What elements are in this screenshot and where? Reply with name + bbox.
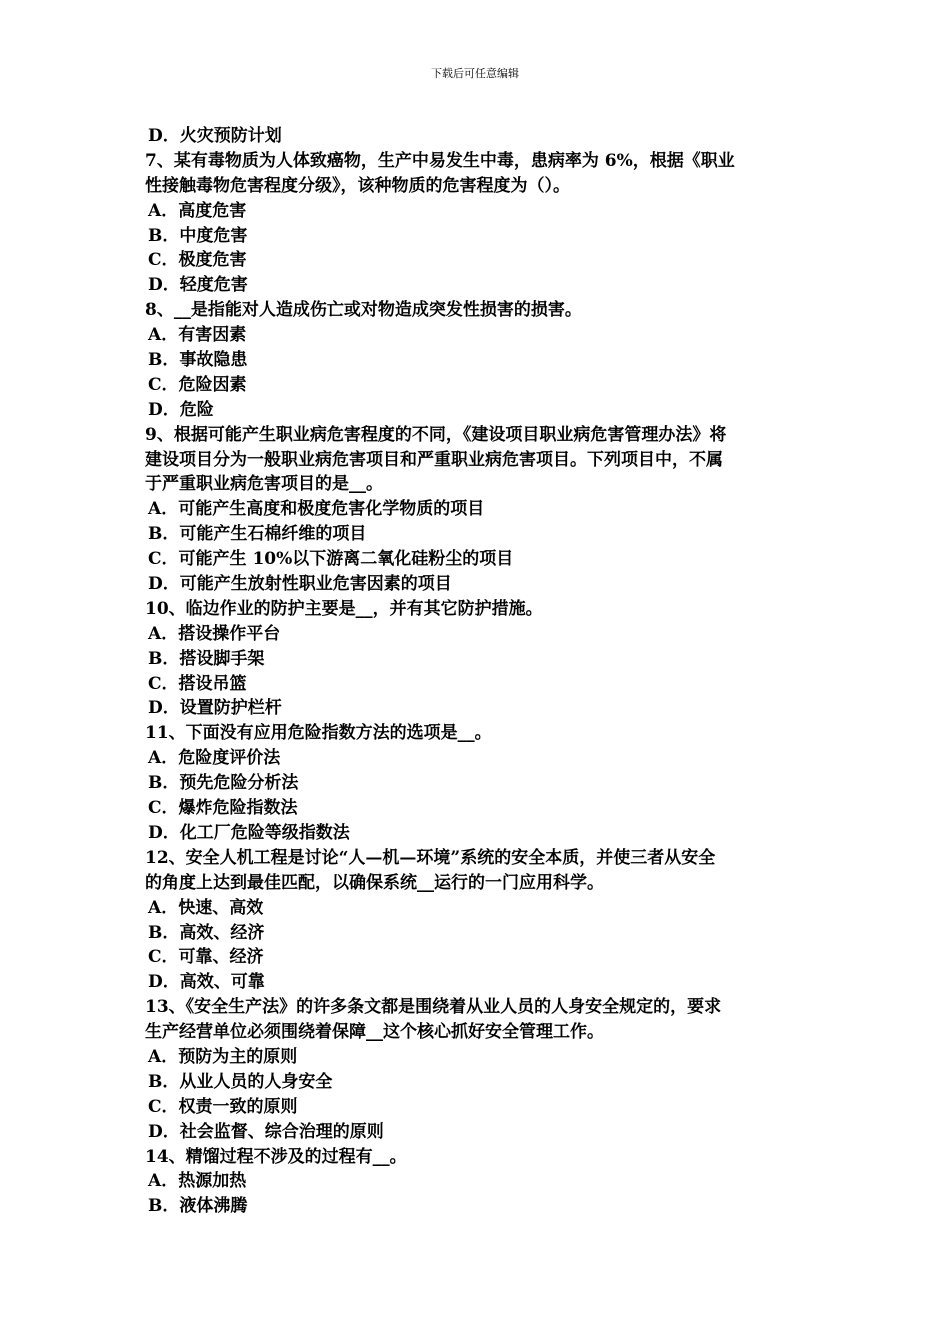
question-text: 性接触毒物危害程度分级》，该种物质的危害程度为（）。: [145, 175, 570, 196]
answer-option: D．化工厂危险等级指数法: [148, 822, 350, 843]
answer-option: A．危险度评价法: [148, 748, 281, 769]
answer-option: C．危险因素: [148, 374, 247, 395]
answer-option: B．高效、经济: [148, 922, 265, 943]
document-body: [145, 124, 809, 1219]
answer-option: D．社会监督、综合治理的原则: [148, 1121, 384, 1142]
answer-option: A．热源加热: [148, 1171, 247, 1192]
question-text: 9、根据可能产生职业病危害程度的不同，《建设项目职业病危害管理办法》将: [145, 424, 727, 445]
answer-option: D．可能产生放射性职业危害因素的项目: [148, 574, 452, 595]
question-text: 建设项目分为一般职业病危害项目和严重职业病危害项目。下列项目中，不属: [145, 449, 723, 470]
answer-option: B．液体沸腾: [148, 1196, 248, 1217]
answer-option: A．有害因素: [148, 325, 247, 346]
answer-option: C．权责一致的原则: [148, 1096, 298, 1117]
page-header: 下载后可任意编辑: [431, 67, 519, 80]
answer-option: D．设置防护栏杆: [148, 698, 282, 719]
answer-option: C．可能产生 10%以下游离二氧化硅粉尘的项目: [148, 549, 514, 570]
answer-option: A．搭设操作平台: [148, 623, 281, 644]
answer-option: D．轻度危害: [148, 275, 248, 296]
answer-option: A．高度危害: [148, 200, 247, 221]
answer-option: B．事故隐患: [148, 350, 248, 371]
answer-option: C．可靠、经济: [148, 947, 264, 968]
question-text: 14、精馏过程不涉及的过程有__。: [145, 1146, 407, 1167]
answer-option: C．搭设吊篮: [148, 673, 247, 694]
question-text: 12、安全人机工程是讨论“人—机—环境”系统的安全本质，并使三者从安全: [145, 847, 716, 868]
answer-option: D．危险: [148, 399, 214, 420]
answer-option: B．从业人员的人身安全: [148, 1071, 333, 1092]
question-text: 的角度上达到最佳匹配，以确保系统__运行的一门应用科学。: [145, 872, 604, 893]
answer-option: A．预防为主的原则: [148, 1046, 298, 1067]
answer-option: B．预先危险分析法: [148, 773, 299, 794]
question-text: 11、下面没有应用危险指数方法的选项是__。: [145, 723, 492, 744]
question-text: 生产经营单位必须围绕着保障__这个核心抓好安全管理工作。: [145, 1022, 604, 1043]
answer-option: A．可能产生高度和极度危害化学物质的项目: [148, 499, 485, 520]
question-text: 7、某有毒物质为人体致癌物，生产中易发生中毒，患病率为 6%，根据《职业: [145, 150, 735, 171]
question-text: 8、__是指能对人造成伤亡或对物造成突发性损害的损害。: [145, 300, 582, 321]
question-text: 于严重职业病危害项目的是__。: [145, 474, 383, 495]
answer-option: C．极度危害: [148, 250, 247, 271]
answer-option: B．搭设脚手架: [148, 648, 265, 669]
question-text: 13、《安全生产法》的许多条文都是围绕着从业人员的人身安全规定的，要求: [145, 997, 722, 1018]
answer-option: D．高效、可靠: [148, 972, 265, 993]
question-text: 10、临边作业的防护主要是__，并有其它防护措施。: [145, 598, 543, 619]
answer-option: A．快速、高效: [148, 897, 264, 918]
answer-option: B．中度危害: [148, 225, 248, 246]
answer-option: B．可能产生石棉纤维的项目: [148, 524, 367, 545]
answer-option: C．爆炸危险指数法: [148, 798, 298, 819]
answer-option: D．火灾预防计划: [148, 126, 282, 146]
